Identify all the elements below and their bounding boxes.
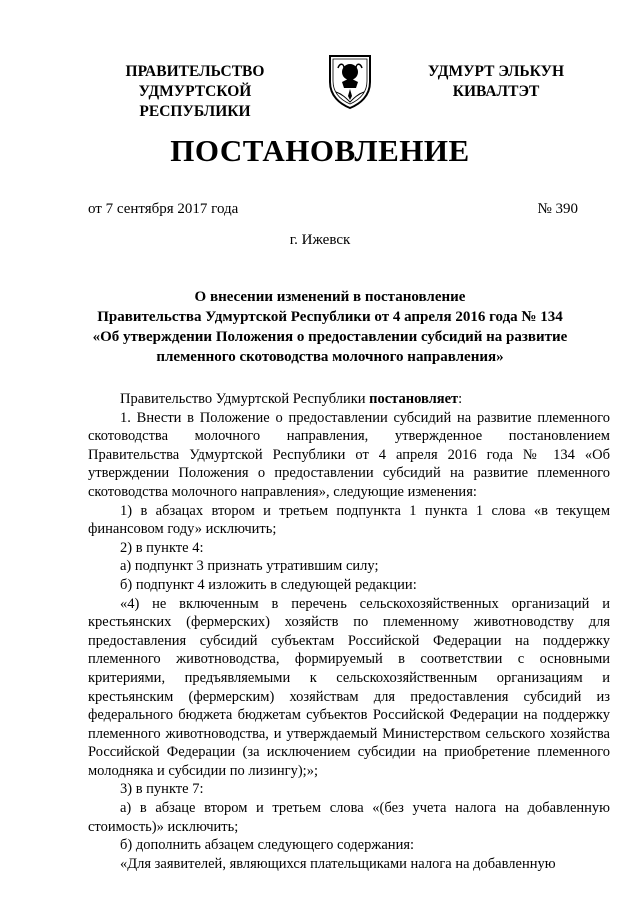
subject-line: «Об утверждении Положения о предоставлении субсидий на развитие	[92, 329, 568, 345]
body-paragraph: «4) не включенным в перечень сельскохозяйственных организаций и крестьянских (фермерских) хозяйств по племенному животноводству для предоставления субсидий субъектам Российской Федерации на поддержку племенного животноводства, формируемый в соответствии с основными критериями, предъявляемыми к сельскохозяйственным организациям и крестьянским (фермерским) хозяйствам для предоставления субсидий из федерального бюджета бюджетам субъектов Российской Федерации на поддержку племенного животноводства, и утверждаемый Министерством сельского хозяйства Российской Федерации (за исключением субсидии на приобретение племенного молодняка и субсидии по лизингу);»;	[88, 595, 610, 779]
government-name-russian	[82, 62, 308, 122]
government-name-line: ПРАВИТЕЛЬСТВО	[125, 63, 265, 80]
body-paragraph: а) в абзаце втором и третьем слова «(без учета налога на добавленную стоимость)» исключить;	[88, 800, 610, 835]
subject-line: племенного скотоводства молочного направления»	[156, 349, 504, 365]
body-paragraph: «Для заявителей, являющихся плательщиками налога на добавленную	[120, 855, 556, 872]
government-name-line: УДМУРТ ЭЛЬКУН	[427, 63, 565, 80]
government-name-udmurt	[412, 62, 580, 102]
document-city: г. Ижевск	[289, 232, 351, 248]
document-body	[88, 390, 610, 873]
intro-bold-text: постановляет	[369, 391, 459, 407]
intro-text: Правительство Удмуртской Республики	[120, 391, 370, 407]
body-paragraph: 3) в пункте 7:	[120, 781, 204, 798]
government-name-line: КИВАЛТЭТ	[452, 83, 540, 100]
intro-paragraph	[88, 390, 610, 409]
body-paragraph: а) подпункт 3 признать утратившим силу;	[120, 558, 379, 575]
body-paragraph: б) подпункт 4 изложить в следующей редакции:	[120, 576, 417, 593]
subject-line: О внесении изменений в постановление	[194, 289, 466, 305]
intro-colon: :	[458, 391, 463, 407]
body-paragraph: б) дополнить абзацем следующего содержания:	[120, 837, 415, 854]
document-subject	[78, 287, 582, 367]
subject-line: Правительства Удмуртской Республики от 4 апреля 2016 года № 134	[97, 309, 563, 325]
document-date: от 7 сентября 2017 года	[88, 201, 239, 217]
document-title: ПОСТАНОВЛЕНИЕ	[170, 133, 470, 168]
government-name-line: УДМУРТСКОЙ РЕСПУБЛИКИ	[138, 83, 252, 120]
body-paragraph: 1) в абзацах втором и третьем подпункта 1 пункта 1 слова «в текущем финансовом году» исключить;	[88, 502, 610, 538]
coat-of-arms-icon	[326, 52, 374, 110]
document-number: № 390	[537, 201, 578, 217]
body-paragraph: 2) в пункте 4:	[120, 539, 204, 556]
body-paragraph: 1. Внести в Положение о предоставлении субсидий на развитие племенного скотоводства молочного направления, утвержденное постановлением Правительства Удмуртской Республики от 4 апреля 2016 года № 134 «Об утверждении Положения о предоставлении субсидий на развитие племенного скотоводства молочного направления», следующие изменения:	[88, 409, 610, 500]
